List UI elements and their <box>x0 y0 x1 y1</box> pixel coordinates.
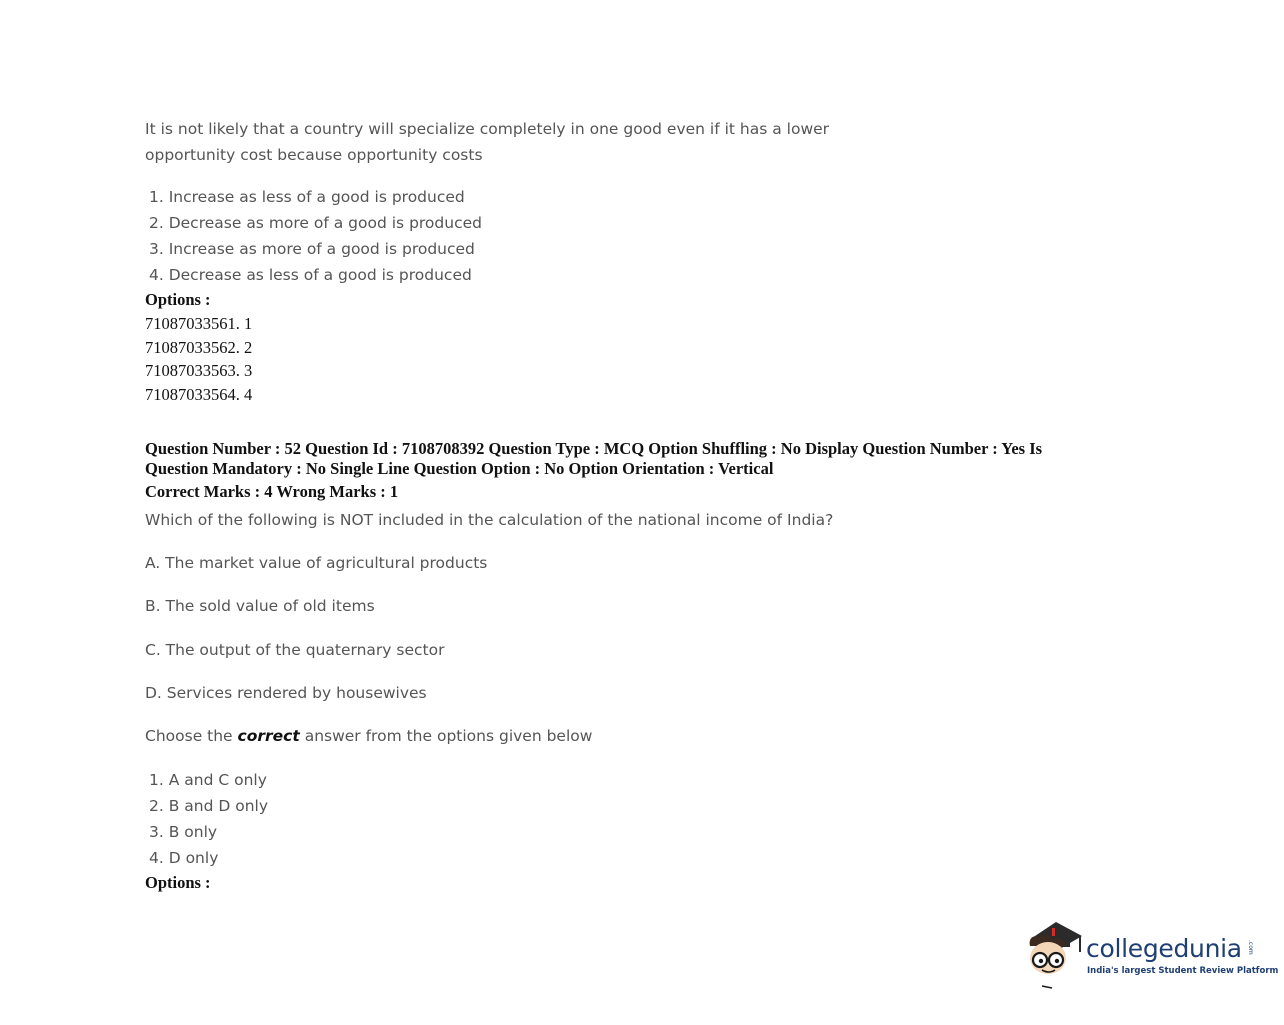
q51-options-label: Options : <box>145 290 211 309</box>
list-item: 4. Decrease as less of a good is produced <box>149 266 472 284</box>
q52-statement-a: A. The market value of agricultural products <box>145 554 488 572</box>
instruction-post: answer from the options given below <box>299 727 593 745</box>
collegedunia-logo <box>1022 916 1279 996</box>
q51-option-row: 71087033563. 3 <box>145 361 253 380</box>
q52-instruction <box>145 724 592 748</box>
q52-marks: Correct Marks : 4 Wrong Marks : 1 <box>145 482 399 501</box>
q51-intro: It is not likely that a country will specialize completely in one good even if it has a lower opportunity cost because opportunity costs <box>145 120 830 164</box>
q52-choice-list <box>149 767 268 871</box>
logo-suffix: .com <box>1247 940 1254 955</box>
list-item: 3. B only <box>149 823 218 841</box>
q52-question: Which of the following is NOT included in the calculation of the national income of India? <box>145 511 834 529</box>
q52-meta <box>145 439 1125 479</box>
logo-tagline: India's largest Student Review Platform <box>1087 966 1279 976</box>
q51-option-row: 71087033562. 2 <box>145 338 253 357</box>
q52-statement-b: B. The sold value of old items <box>145 597 375 615</box>
q52-meta-line2: Question Mandatory : No Single Line Question Option : No Option Orientation : Vertical <box>145 459 774 478</box>
q52-meta-line1: Question Number : 52 Question Id : 7108708392 Question Type : MCQ Option Shuffling : No Display Question Number : Yes Is <box>145 439 1043 458</box>
q51-option-row: 71087033564. 4 <box>145 385 253 404</box>
q51-choice-list <box>149 184 482 288</box>
list-item: 3. Increase as more of a good is produced <box>149 240 475 258</box>
q52-statement-d: D. Services rendered by housewives <box>145 684 427 702</box>
q52-statement-c: C. The output of the quaternary sector <box>145 641 445 659</box>
q51-option-row: 71087033561. 1 <box>145 314 253 333</box>
list-item: 2. Decrease as more of a good is produced <box>149 214 482 232</box>
list-item: 1. A and C only <box>149 771 267 789</box>
list-item: 4. D only <box>149 849 219 867</box>
list-item: 2. B and D only <box>149 797 269 815</box>
list-item: 1. Increase as less of a good is produced <box>149 188 465 206</box>
logo-wordmark: collegedunia <box>1086 934 1242 963</box>
mascot-icon <box>1022 916 1086 992</box>
q52-options-label: Options : <box>145 873 211 892</box>
instruction-emphasis: correct <box>237 727 300 745</box>
instruction-pre: Choose the <box>145 727 238 745</box>
